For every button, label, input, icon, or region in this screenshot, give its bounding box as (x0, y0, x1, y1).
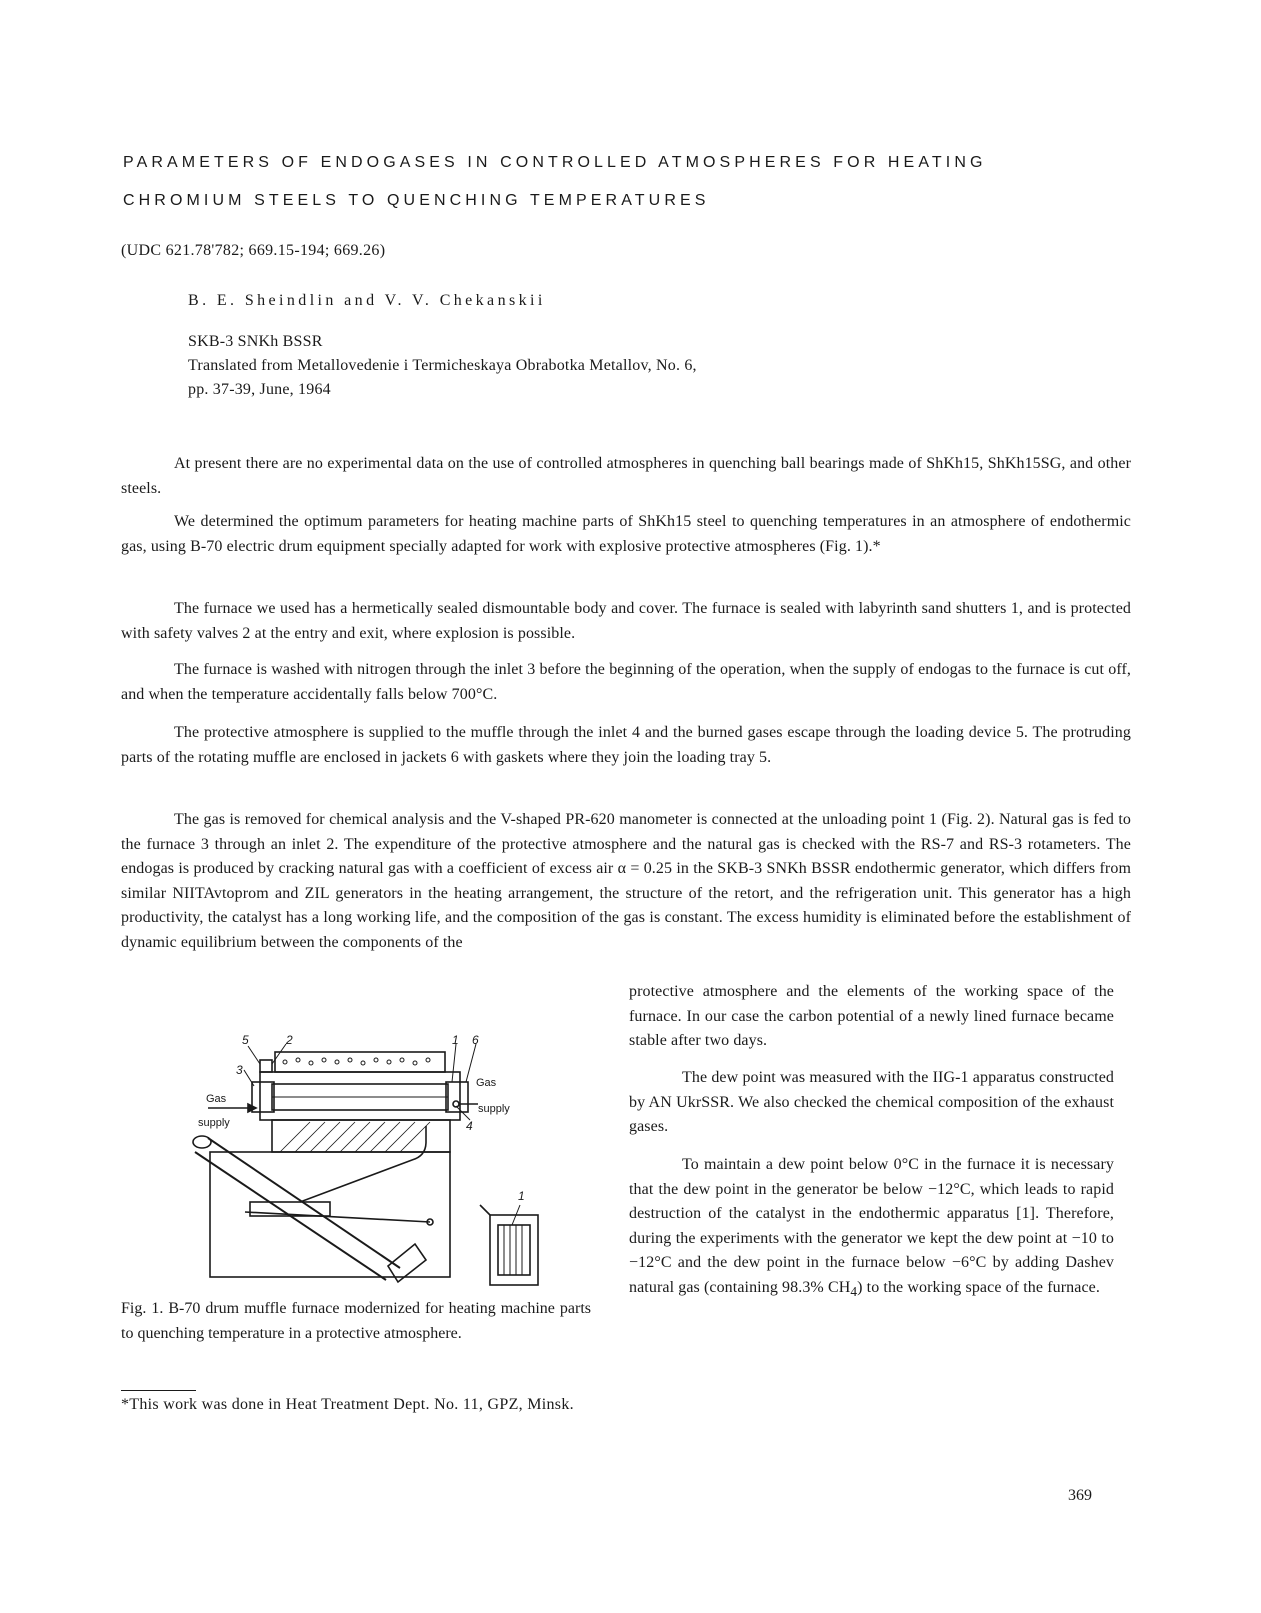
footnote: *This work was done in Heat Treatment Dept. No. 11, GPZ, Minsk. (121, 1396, 574, 1413)
manometer-tubes (504, 1225, 522, 1275)
footnote-rule (121, 1390, 196, 1391)
gas-label-left: Gas (206, 1093, 227, 1105)
paragraph-4: The furnace is washed with nitrogen through the inlet 3 before the beginning of the operation, when the supply of endogas to the furnace is cut off, and when the temperature accidentally falls below 700°C. (121, 661, 1131, 703)
paragraph-2: We determined the optimum parameters for heating machine parts of ShKh15 steel to quenching temperatures in an atmosphere of endothermic gas, using B-70 electric drum equipment specially adapted for work with explosive protective atmospheres (Fig. 1).* (121, 513, 1131, 555)
fig-label-2: 2 (286, 1033, 293, 1047)
cover-perforations (283, 1058, 430, 1065)
paragraph-5: The protective atmosphere is supplied to the muffle through the inlet 4 and the burned gases escape through the loading device 5. The protruding parts of the rotating muffle are enclosed in jackets 6 with gaskets where they join the loading tray 5. (121, 724, 1131, 766)
furnace-base (272, 1120, 450, 1152)
paper-title-line-1: PARAMETERS OF ENDOGASES IN CONTROLLED ATMOSPHERES FOR HEATING (123, 154, 987, 171)
fig-label-6: 6 (472, 1033, 479, 1047)
fig-label-5: 5 (242, 1033, 249, 1047)
paper-title-line-2: CHROMIUM STEELS TO QUENCHING TEMPERATURES (123, 192, 710, 209)
paragraph-1: At present there are no experimental data on the use of controlled atmospheres in quenching ball bearings made of ShKh15, ShKh15SG, and other steels. (121, 455, 1131, 497)
loading-conveyor-top (208, 1138, 400, 1268)
right-column-paragraph-1: protective atmosphere and the elements of the working space of the furnace. In our case the carbon potential of a newly lined furnace became stable after two days. (629, 983, 1114, 1050)
supply-label-right: supply (478, 1103, 510, 1115)
fig-label-1: 1 (452, 1033, 459, 1047)
authors: B. E. Sheindlin and V. V. Chekanskii (188, 292, 546, 309)
fig-label-4: 4 (466, 1119, 473, 1133)
right-column-paragraph-2: The dew point was measured with the IIG-1 apparatus constructed by AN UkrSSR. We also checked the chemical composition of the exhaust gases. (629, 1069, 1114, 1136)
rc3-text-end: ) to the working space of the furnace. (857, 1278, 1100, 1296)
translation-pages: pp. 37-39, June, 1964 (188, 381, 331, 398)
drive-rod (245, 1212, 430, 1222)
fig-label-1-inset: 1 (518, 1189, 525, 1203)
furnace-cover (275, 1052, 445, 1072)
gas-label-right: Gas (476, 1077, 497, 1089)
rc3-text: To maintain a dew point below 0°C in the furnace it is necessary that the dew point in the generator be below −12°C, which leads to rapid destruction of the catalyst in the endothermic apparatus [1]. Therefore, during the experiments with the generator we kept the dew point at −10 to −12°C and the dew point in the furnace below −6°C by adding Dashev natural gas (containing 98.3% CH (629, 1156, 1114, 1296)
affiliation-block (188, 330, 697, 402)
endogas-pipe (300, 1126, 426, 1202)
figure-1-furnace-drawing (190, 1030, 550, 1290)
page-number: 369 (1068, 1487, 1092, 1504)
translation-source: Translated from Metallovedenie i Termicheskaya Obrabotka Metallov, No. 6, (188, 357, 697, 374)
furnace-body (260, 1072, 460, 1120)
affiliation: SKB-3 SNKh BSSR (188, 333, 323, 350)
fig-label-3: 3 (236, 1063, 243, 1077)
udc-code: (UDC 621.78'782; 669.15-194; 669.26) (121, 242, 386, 259)
ch4-subscript: 4 (850, 1284, 858, 1300)
paragraph-3: The furnace we used has a hermetically sealed dismountable body and cover. The furnace is sealed with labyrinth sand shutters 1, and is protected with safety valves 2 at the entry and exit, where explosion is possible. (121, 600, 1131, 642)
supply-label-left: supply (198, 1117, 230, 1129)
right-column-paragraph-3 (629, 1153, 1114, 1305)
base-hatching (280, 1122, 430, 1152)
figure-1-caption: Fig. 1. B-70 drum muffle furnace modernized for heating machine parts to quenching temperature in a protective atmosphere. (121, 1300, 591, 1342)
paragraph-6: The gas is removed for chemical analysis and the V-shaped PR-620 manometer is connected at the unloading point 1 (Fig. 2). Natural gas is fed to the furnace 3 through an inlet 2. The expenditure of the protective atmosphere and the natural gas is checked with the RS-7 and RS-3 rotameters. The endogas is produced by cracking natural gas with a coefficient of excess air α = 0.25 in the SKB-3 SNKh BSSR endothermic generator, which differs from similar NIITAvtoprom and ZIL generators in the heating arrangement, the structure of the retort, and the refrigeration unit. This generator has a high productivity, the catalyst has a long working life, and the composition of the gas is constant. The excess humidity is eliminated before the establishment of dynamic equilibrium between the components of the (121, 811, 1131, 951)
